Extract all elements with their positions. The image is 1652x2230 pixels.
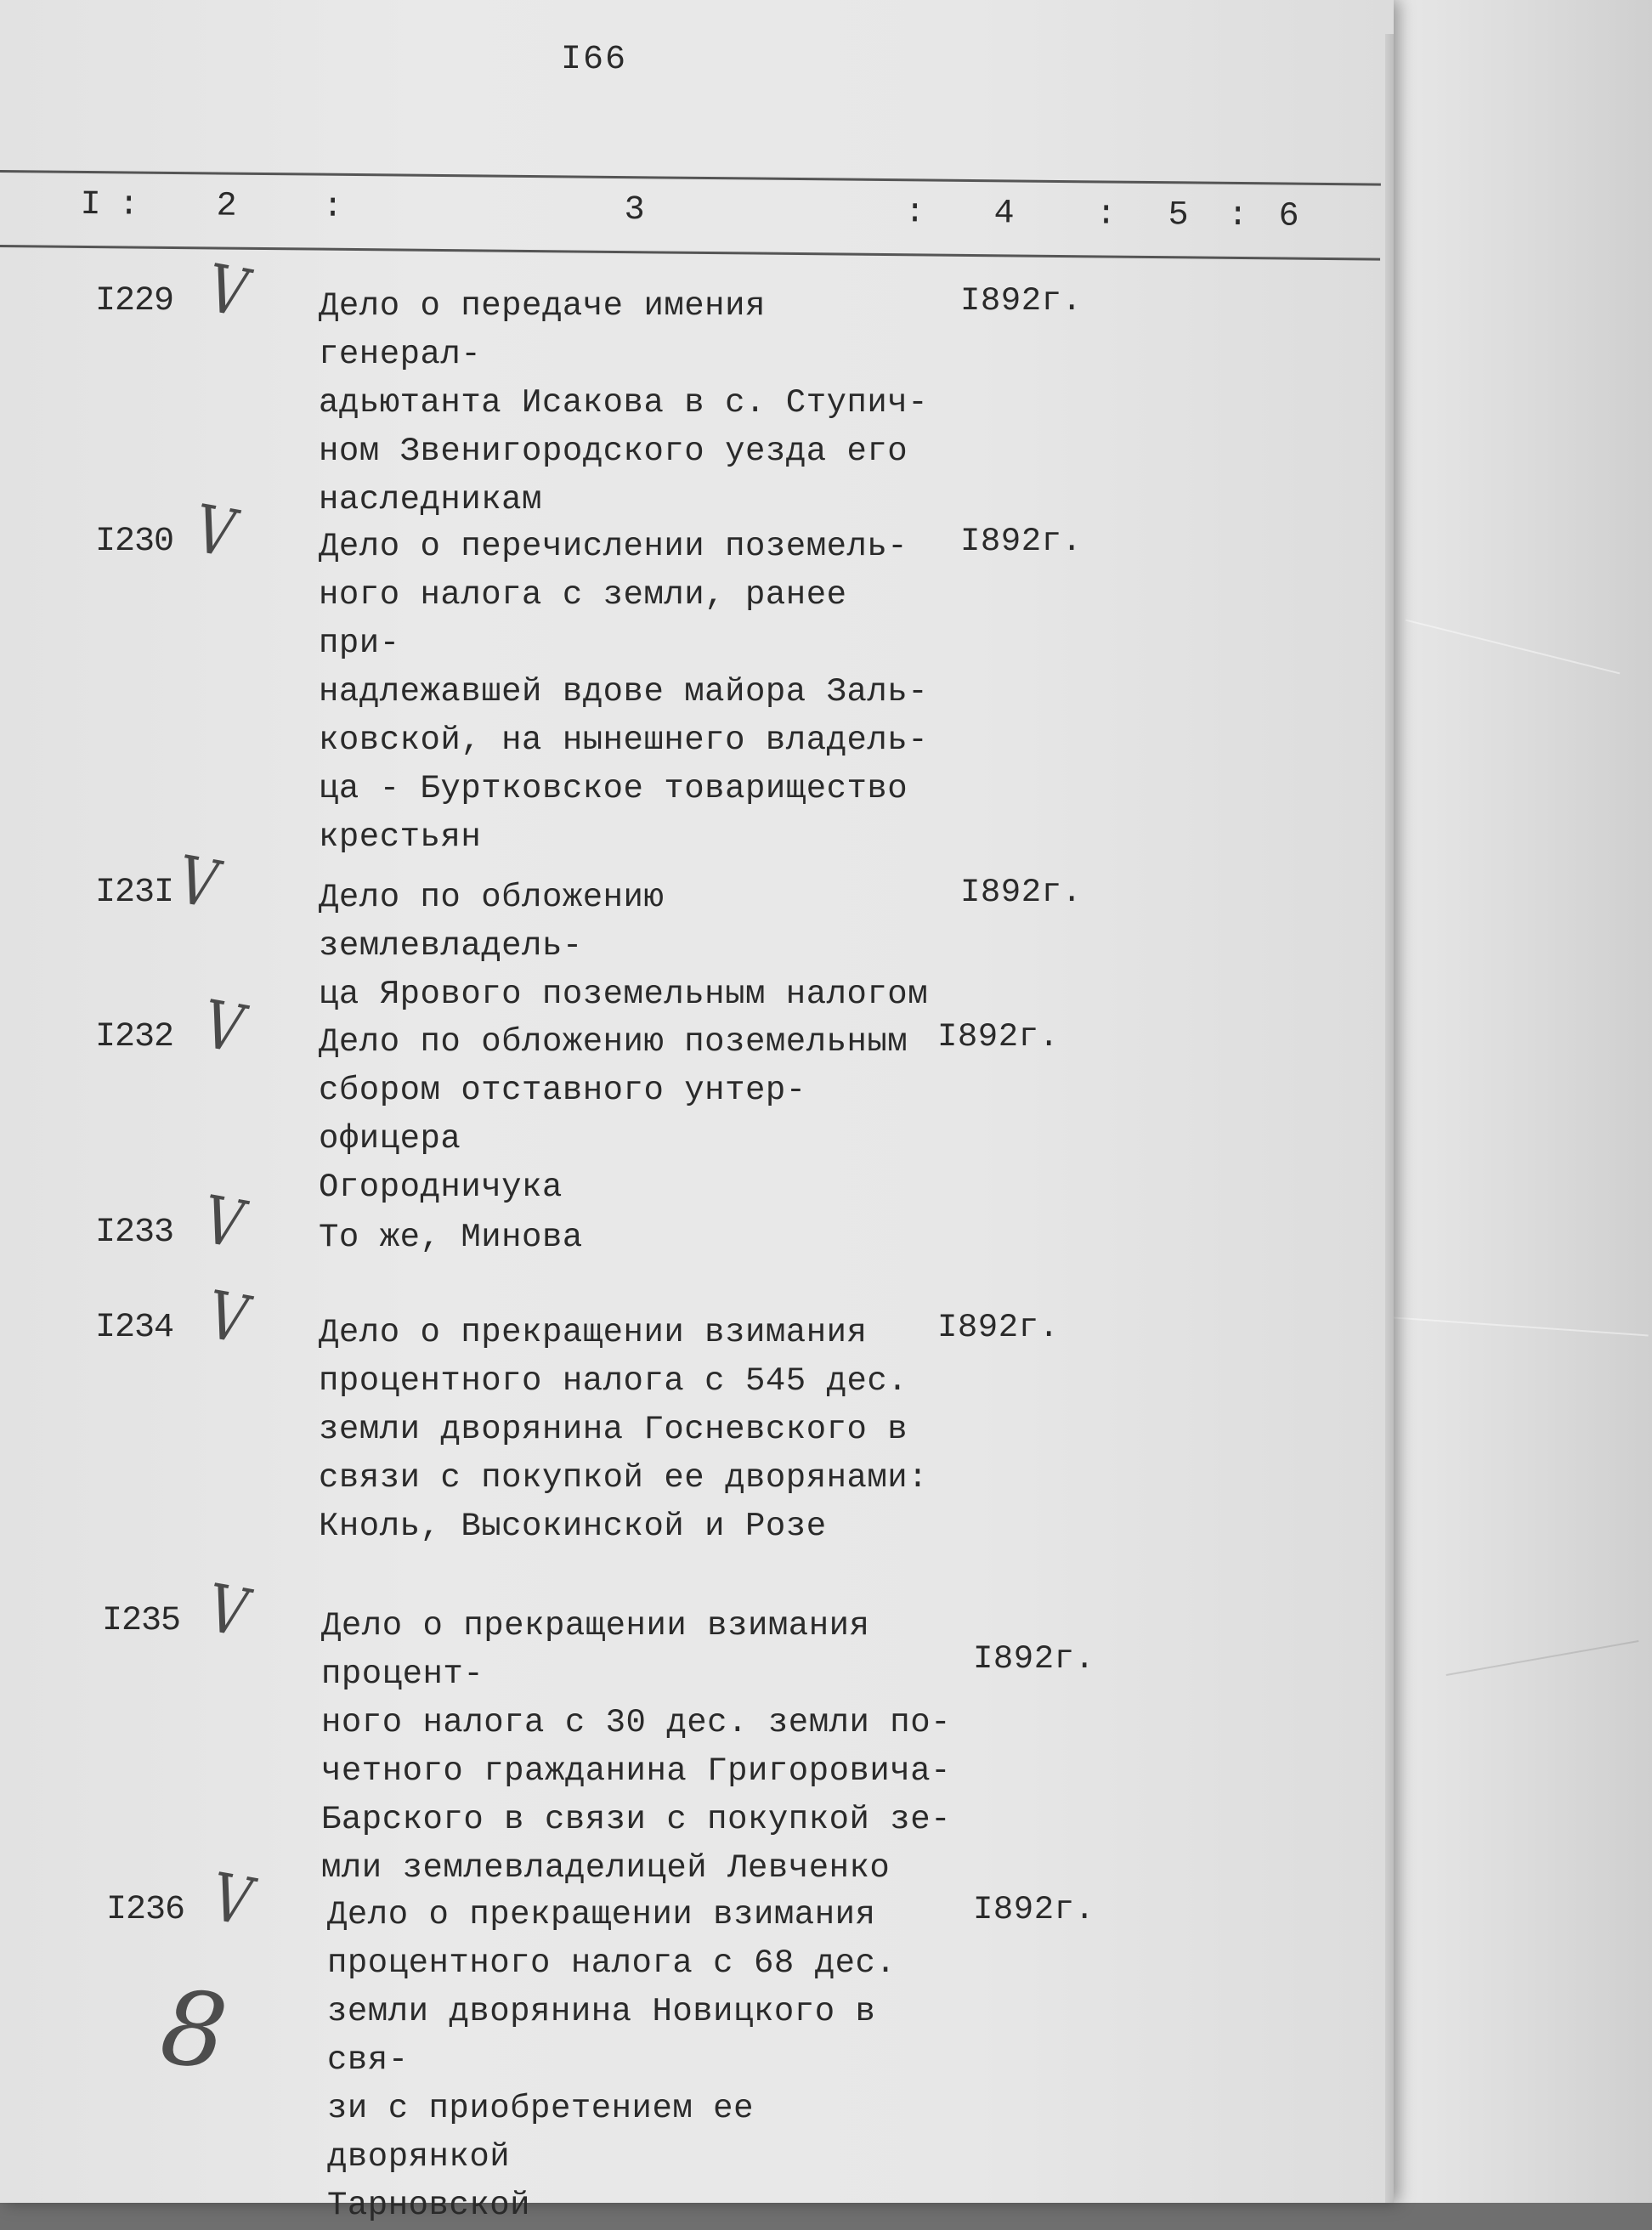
header-rule-top <box>0 170 1381 186</box>
record-date: I892г. <box>960 874 1083 911</box>
record-number: I230 <box>95 523 174 561</box>
record-number: I232 <box>95 1018 174 1056</box>
record-title: Дело о прекращении взимания процентного налога с 545 дес. земли дворянина Госневского в связи с покупкой ее дворянами: Кноль, Высокинской и Розе <box>319 1314 929 1545</box>
checkmark-icon: V <box>200 1181 247 1265</box>
column-2-header: 2 <box>216 187 237 226</box>
column-separator: : <box>322 188 343 227</box>
record-date: I892г. <box>960 282 1083 320</box>
record-title: Дело по обложению поземельным сбором отставного унтер-офицера Огородничука <box>319 1023 908 1206</box>
column-separator: : <box>1095 195 1117 235</box>
record-number: I236 <box>106 1891 185 1929</box>
checkmark-icon: V <box>174 841 222 925</box>
column-3-header: 3 <box>624 191 645 230</box>
checkmark-icon: V <box>208 1859 256 1942</box>
record-date: I892г. <box>973 1640 1095 1678</box>
record-date: I892г. <box>937 1018 1060 1056</box>
column-separator: : <box>118 186 139 225</box>
checkmark-icon: V <box>200 986 247 1069</box>
record-title: Дело о прекращении взимания процент- ного налога с 30 дес. земли по- четного гражданина Григоровича- Барского в связи с покупкой зе- мли землевладелицей Левченко <box>321 1607 952 1887</box>
column-4-header: 4 <box>993 195 1015 234</box>
column-separator: : <box>904 194 925 233</box>
record-number: I23I <box>95 874 174 912</box>
record-date: I892г. <box>973 1891 1095 1928</box>
record-title: Дело о перечислении поземель- ного налога с земли, ранее при- надлежавшей вдове майора Заль- ковской, на нынешнего владель- ца - Буртковское товарищество крестьян <box>319 528 929 856</box>
record-title: То же, Минова <box>319 1219 583 1256</box>
column-header <box>0 170 1381 260</box>
page-edge <box>1385 34 1394 2203</box>
record-title: Дело о передаче имения генерал- адьютанта Исакова в с. Ступич- ном Звенигородского уезда его наследникам <box>319 287 929 518</box>
column-separator: : <box>1227 196 1248 236</box>
record-number: I235 <box>102 1602 181 1640</box>
checkmark-icon: V <box>204 250 252 333</box>
record-number: I229 <box>95 282 174 320</box>
checkmark-icon: V <box>204 1276 252 1360</box>
page-number: I66 <box>561 41 628 79</box>
record-title: Дело о прекращении взимания процентного налога с 68 дес. земли дворянина Новицкого в свя- зи с приобретением ее дворянкой Тарновской <box>327 1896 897 2224</box>
record-number: I233 <box>95 1214 174 1252</box>
record-date: I892г. <box>937 1309 1060 1346</box>
record-title: Дело по обложению землевладель- ца Ярового поземельным налогом <box>319 879 929 1013</box>
header-rule-bottom <box>0 245 1380 261</box>
record-date: I892г. <box>960 523 1083 560</box>
column-6-header: 6 <box>1278 197 1299 236</box>
column-5-header: 5 <box>1168 196 1189 235</box>
checkmark-icon: V <box>191 490 239 574</box>
column-1-header: I <box>80 185 101 225</box>
handwritten-folio-number: 8 <box>155 1968 233 2093</box>
checkmark-icon: V <box>204 1570 252 1653</box>
record-number: I234 <box>95 1309 174 1347</box>
